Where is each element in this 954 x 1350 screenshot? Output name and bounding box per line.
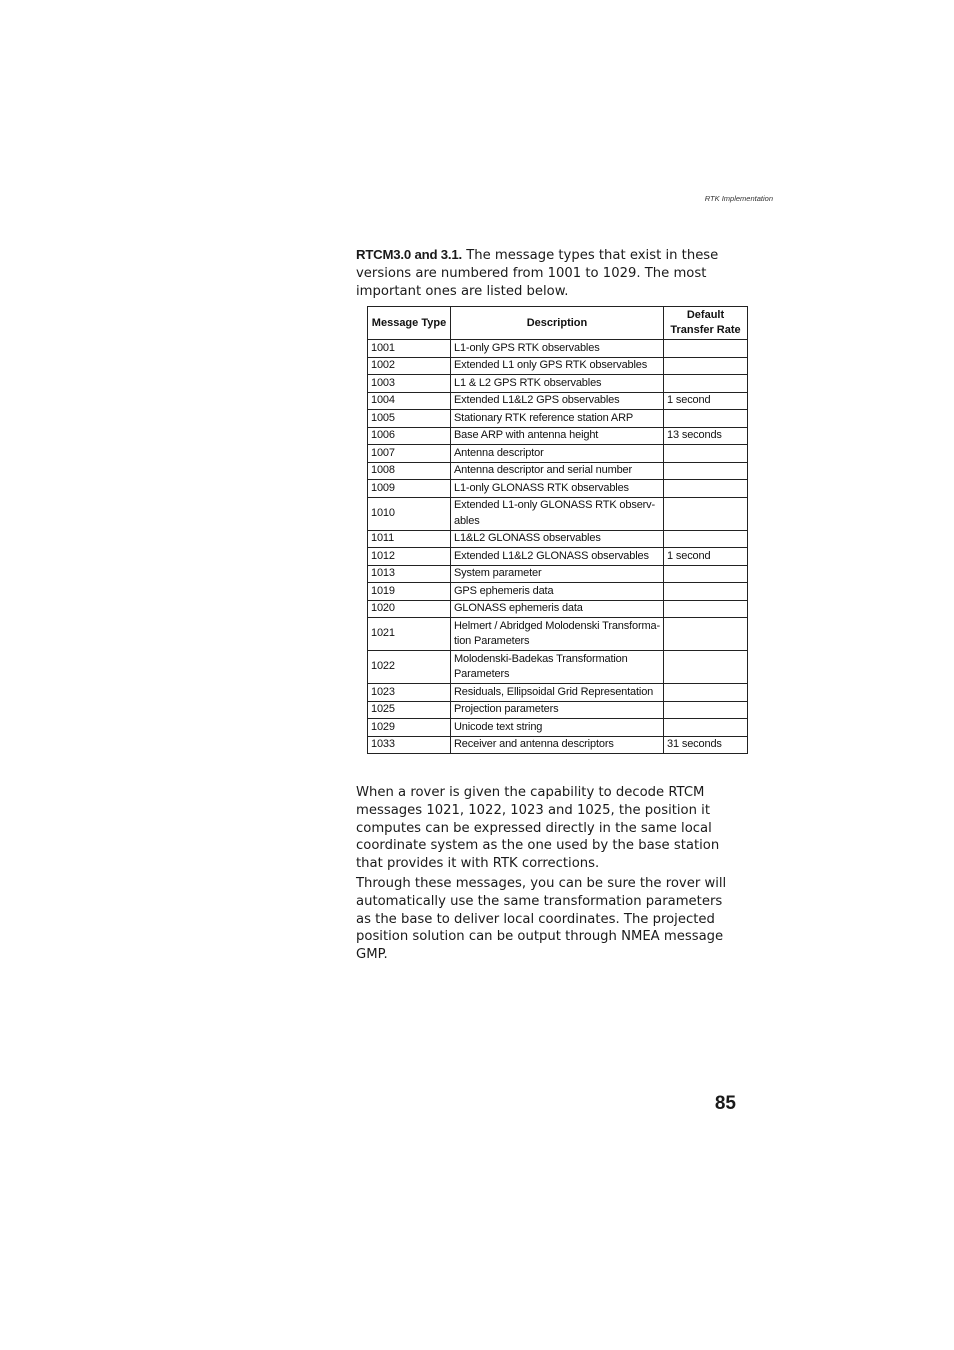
cell-description: Residuals, Ellipsoidal Grid Representation: [451, 684, 664, 702]
cell-transfer-rate: 1 second: [664, 548, 748, 566]
cell-transfer-rate: [664, 357, 748, 375]
cell-transfer-rate: [664, 462, 748, 480]
cell-message-type: 1020: [368, 600, 451, 618]
cell-transfer-rate: 13 seconds: [664, 427, 748, 445]
cell-message-type: 1009: [368, 480, 451, 498]
table-row: [368, 719, 748, 737]
cell-transfer-rate: [664, 445, 748, 463]
cell-transfer-rate: [664, 497, 748, 530]
cell-transfer-rate: [664, 340, 748, 358]
table-row: [368, 684, 748, 702]
cell-description: L1-only GLONASS RTK observables: [451, 480, 664, 498]
table-row: [368, 736, 748, 754]
cell-transfer-rate: [664, 684, 748, 702]
column-header-transfer-rate: Default Transfer Rate: [664, 307, 748, 340]
table-row: [368, 410, 748, 428]
cell-description: Molodenski-Badekas Transformation Parameters: [451, 651, 664, 684]
cell-description: Stationary RTK reference station ARP: [451, 410, 664, 428]
cell-description: Projection parameters: [451, 701, 664, 719]
cell-message-type: 1022: [368, 651, 451, 684]
cell-message-type: 1021: [368, 618, 451, 651]
cell-description: Extended L1&L2 GPS observables: [451, 392, 664, 410]
cell-transfer-rate: [664, 565, 748, 583]
cell-description: L1&L2 GLONASS observables: [451, 530, 664, 548]
cell-message-type: 1012: [368, 548, 451, 566]
cell-transfer-rate: 31 seconds: [664, 736, 748, 754]
column-header-description: Description: [451, 307, 664, 340]
intro-lead: RTCM3.0 and 3.1.: [356, 247, 462, 262]
table-row: [368, 618, 748, 651]
message-types-table: [367, 306, 748, 754]
cell-message-type: 1003: [368, 375, 451, 393]
table-row: [368, 565, 748, 583]
cell-message-type: 1010: [368, 497, 451, 530]
table-row: [368, 480, 748, 498]
cell-transfer-rate: [664, 701, 748, 719]
cell-description: Extended L1-only GLONASS RTK observ-ables: [451, 497, 664, 530]
cell-message-type: 1011: [368, 530, 451, 548]
cell-message-type: 1029: [368, 719, 451, 737]
cell-description: Unicode text string: [451, 719, 664, 737]
table-row: [368, 427, 748, 445]
intro-paragraph: [356, 246, 736, 300]
table-row: [368, 497, 748, 530]
table-row: [368, 357, 748, 375]
cell-description: Base ARP with antenna height: [451, 427, 664, 445]
cell-transfer-rate: [664, 618, 748, 651]
body-paragraph-2: Through these messages, you can be sure the rover will automatically use the same transformation parameters as the base to deliver local coordinates. The projected position solution can be output through NMEA message GMP.: [356, 876, 727, 963]
cell-description: Extended L1&L2 GLONASS observables: [451, 548, 664, 566]
cell-transfer-rate: [664, 410, 748, 428]
cell-description: L1 & L2 GPS RTK observables: [451, 375, 664, 393]
running-header: RTK Implementation: [704, 194, 773, 203]
table-row: [368, 651, 748, 684]
cell-message-type: 1006: [368, 427, 451, 445]
cell-message-type: 1005: [368, 410, 451, 428]
cell-transfer-rate: [664, 651, 748, 684]
cell-message-type: 1007: [368, 445, 451, 463]
cell-transfer-rate: [664, 600, 748, 618]
table-row: [368, 548, 748, 566]
cell-message-type: 1025: [368, 701, 451, 719]
table-body: [368, 340, 748, 754]
cell-description: Extended L1 only GPS RTK observables: [451, 357, 664, 375]
column-header-message-type: Message Type: [368, 307, 451, 340]
cell-transfer-rate: [664, 480, 748, 498]
cell-transfer-rate: [664, 530, 748, 548]
cell-description: Antenna descriptor: [451, 445, 664, 463]
cell-transfer-rate: 1 second: [664, 392, 748, 410]
page-number: 85: [714, 1093, 736, 1114]
cell-description: L1-only GPS RTK observables: [451, 340, 664, 358]
cell-description: GLONASS ephemeris data: [451, 600, 664, 618]
table-row: [368, 583, 748, 601]
cell-transfer-rate: [664, 719, 748, 737]
cell-message-type: 1002: [368, 357, 451, 375]
intro-text: The message types that exist in these versions are numbered from 1001 to 1029. The most important ones are listed below.: [356, 248, 719, 299]
table-row: [368, 375, 748, 393]
table-row: [368, 392, 748, 410]
table-row: [368, 340, 748, 358]
cell-message-type: 1004: [368, 392, 451, 410]
cell-message-type: 1019: [368, 583, 451, 601]
cell-message-type: 1013: [368, 565, 451, 583]
cell-transfer-rate: [664, 375, 748, 393]
cell-transfer-rate: [664, 583, 748, 601]
table-header-row: [368, 307, 748, 340]
table-row: [368, 530, 748, 548]
table-row: [368, 701, 748, 719]
cell-description: System parameter: [451, 565, 664, 583]
cell-message-type: 1008: [368, 462, 451, 480]
cell-description: GPS ephemeris data: [451, 583, 664, 601]
cell-description: Helmert / Abridged Molodenski Transforma-tion Parameters: [451, 618, 664, 651]
body-paragraph-1: When a rover is given the capability to decode RTCM messages 1021, 1022, 1023 and 1025, the position it computes can be expressed directly in the same local coordinate system as the one used by the base station that provides it with RTK corrections.: [356, 785, 720, 872]
cell-description: Receiver and antenna descriptors: [451, 736, 664, 754]
cell-message-type: 1023: [368, 684, 451, 702]
cell-message-type: 1033: [368, 736, 451, 754]
cell-message-type: 1001: [368, 340, 451, 358]
cell-description: Antenna descriptor and serial number: [451, 462, 664, 480]
table-row: [368, 462, 748, 480]
table-row: [368, 600, 748, 618]
table-row: [368, 445, 748, 463]
